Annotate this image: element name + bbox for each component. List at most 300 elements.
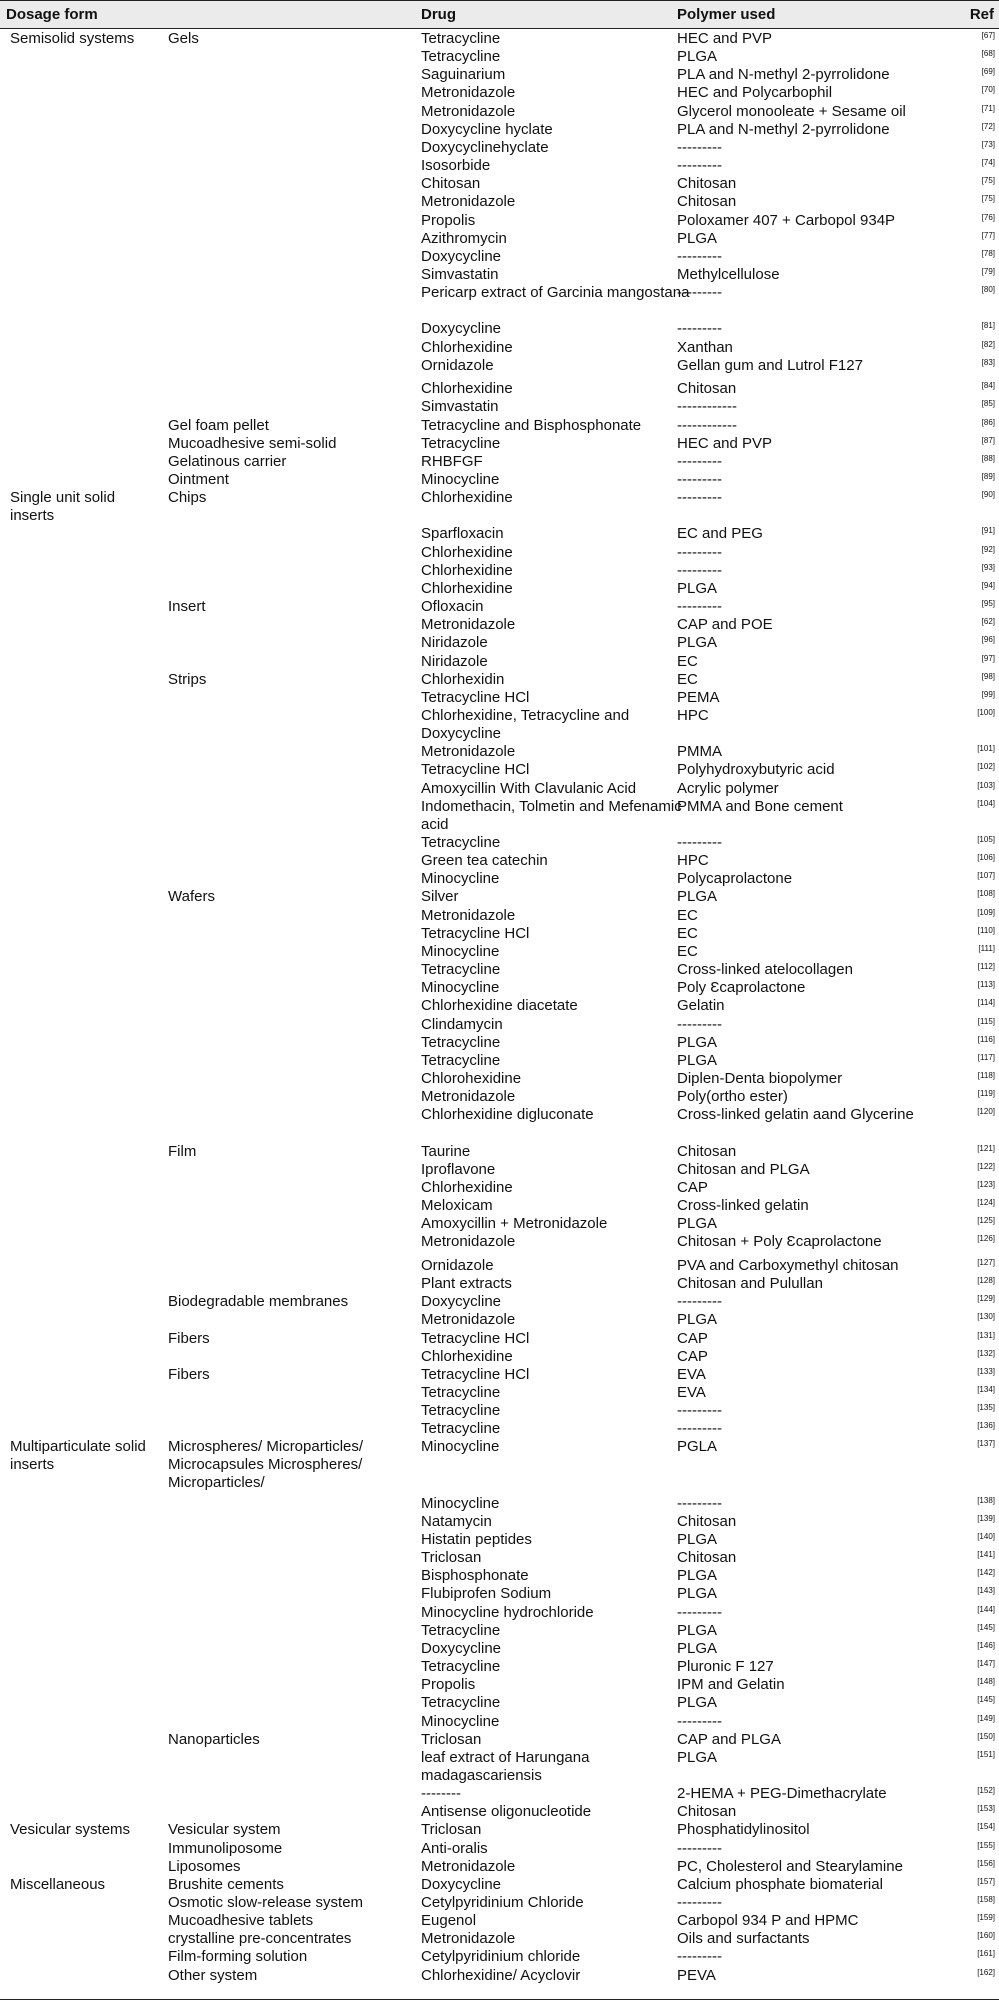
drug-cell: Tetracycline HCl: [421, 1365, 530, 1383]
drug-cell: Bisphosphonate: [421, 1567, 529, 1585]
drug-cell: Chlorhexidine: [421, 1347, 513, 1365]
dosage-subtype: Nanoparticles: [168, 1730, 260, 1748]
drug-cell: Minocycline: [421, 942, 500, 960]
ref-cell: [124]: [977, 1198, 995, 1208]
drug-cell: --------: [421, 1785, 461, 1803]
ref-cell: [80]: [981, 285, 995, 295]
polymer-cell: Chitosan: [677, 1803, 737, 1821]
ref-cell: [89]: [981, 472, 995, 482]
polymer-cell: PLA and N-methyl 2-pyrrolidone: [677, 66, 890, 84]
drug-cell: Antisense oligonucleotide: [421, 1803, 592, 1821]
polymer-cell: PEMA: [677, 688, 720, 706]
polymer-cell: 2-HEMA + PEG-Dimethacrylate: [677, 1785, 887, 1803]
ref-cell: [96]: [981, 635, 995, 645]
drug-cell: Simvastatin: [421, 265, 499, 283]
drug-cell: Tetracycline HCl: [421, 688, 530, 706]
ref-cell: [147]: [977, 1659, 995, 1669]
polymer-cell: Methylcellulose: [677, 265, 780, 283]
ref-cell: [107]: [977, 871, 995, 881]
ref-cell: [139]: [977, 1513, 995, 1523]
bottom-rule: [0, 1999, 999, 2000]
polymer-cell: HPC: [677, 852, 709, 870]
drug-cell: Tetracycline HCl: [421, 924, 530, 942]
ref-cell: [145]: [977, 1622, 995, 1632]
ref-cell: [143]: [977, 1586, 995, 1596]
ref-cell: [81]: [981, 321, 995, 331]
ref-cell: [88]: [981, 453, 995, 463]
drug-cell: Amoxycillin With Clavulanic Acid: [421, 779, 637, 797]
polymer-cell: ---------: [677, 247, 722, 265]
polymer-cell: EVA: [677, 1365, 706, 1383]
drug-cell: Plant extracts: [421, 1275, 512, 1293]
drug-cell: Chlorhexidin: [421, 670, 505, 688]
polymer-cell: PLGA: [677, 1567, 718, 1585]
drug-cell: Green tea catechin: [421, 852, 548, 870]
drug-cell: Cetylpyridinium Chloride: [421, 1894, 584, 1911]
ref-cell: [76]: [981, 212, 995, 222]
ref-cell: [102]: [977, 762, 995, 772]
ref-cell: [157]: [977, 1876, 995, 1886]
dosage-subtype: Other system: [168, 1966, 258, 1984]
polymer-cell: Poly Ɛcaprolactone: [677, 979, 806, 997]
ref-cell: [121]: [977, 1143, 995, 1153]
ref-cell: [93]: [981, 562, 995, 572]
drug-cell: Tetracycline HCl: [421, 761, 530, 779]
drug-cell: Doxycycline hyclate: [421, 120, 553, 138]
polymer-cell: PLGA: [677, 634, 718, 652]
drug-cell: Niridazole: [421, 652, 488, 670]
drug-cell: Sparfloxacin: [421, 525, 504, 543]
drug-cell: Metronidazole: [421, 1930, 516, 1948]
drug-cell: Tetracycline HCl: [421, 1329, 530, 1347]
drug-cell: Metronidazole: [421, 906, 516, 924]
drug-cell: leaf extract of Harungana madagascariensis: [421, 1748, 590, 1784]
drug-cell: Metronidazole: [421, 1857, 516, 1875]
header-dosage-form: Dosage form: [6, 6, 98, 23]
polymer-cell: ---------: [677, 543, 722, 561]
ref-cell: [128]: [977, 1276, 995, 1286]
dosage-subtype: Mucoadhesive tablets: [168, 1912, 314, 1930]
dosage-subtype: Vesicular system: [168, 1821, 281, 1839]
polymer-cell: ---------: [677, 452, 722, 470]
drug-cell: Chlorhexidine: [421, 1178, 513, 1196]
drug-cell: Niridazole: [421, 634, 488, 652]
polymer-cell: Pluronic F 127: [677, 1658, 774, 1676]
ref-cell: [83]: [981, 357, 995, 367]
drug-cell: Histatin peptides: [421, 1531, 532, 1548]
dosage-subtype: Gels: [168, 30, 199, 47]
ref-cell: [72]: [981, 121, 995, 131]
ref-cell: [131]: [977, 1330, 995, 1340]
ref-cell: [109]: [977, 907, 995, 917]
polymer-cell: Polyhydroxybutyric acid: [677, 761, 835, 779]
drug-cell: Tetracycline: [421, 1694, 501, 1712]
header-polymer-used: Polymer used: [677, 6, 776, 23]
drug-cell: Minocycline hydrochloride: [421, 1603, 594, 1621]
dosage-subtype: Film-forming solution: [168, 1948, 308, 1966]
drug-cell: Isosorbide: [421, 157, 491, 175]
ref-cell: [141]: [977, 1550, 995, 1560]
drug-cell: Tetracycline: [421, 1402, 501, 1420]
ref-cell: [127]: [977, 1257, 995, 1267]
drug-cell: Azithromycin: [421, 229, 507, 247]
ref-cell: [78]: [981, 248, 995, 258]
ref-cell: [90]: [981, 490, 995, 500]
ref-cell: [144]: [977, 1604, 995, 1614]
ref-cell: [117]: [977, 1052, 995, 1062]
drug-cell: Saguinarium: [421, 66, 506, 84]
ref-cell: [112]: [977, 962, 995, 972]
polymer-cell: ---------: [677, 1015, 722, 1033]
drug-cell: Tetracycline: [421, 1658, 501, 1676]
ref-cell: [98]: [981, 671, 995, 681]
dosage-subtype: Immunoliposome: [168, 1839, 283, 1857]
drug-cell: Chlorhexidine: [421, 579, 513, 597]
polymer-cell: Gelatin: [677, 997, 725, 1015]
drug-cell: Tetracycline: [421, 1033, 501, 1051]
drug-cell: Chlorhexidine: [421, 338, 513, 356]
polymer-cell: ---------: [677, 471, 722, 489]
drug-cell: Chitosan: [421, 175, 481, 193]
drug-cell: Ornidazole: [421, 356, 494, 374]
drug-cell: Tetracycline: [421, 1621, 501, 1639]
drug-cell: Flubiprofen Sodium: [421, 1585, 552, 1603]
drug-cell: Metronidazole: [421, 1233, 516, 1251]
ref-cell: [67]: [981, 31, 995, 40]
drug-cell: Triclosan: [421, 1821, 482, 1839]
polymer-cell: Carbopol 934 P and HPMC: [677, 1912, 859, 1930]
dosage-subtype: Biodegradable membranes: [168, 1293, 349, 1311]
drug-cell: Cetylpyridinium chloride: [421, 1948, 581, 1966]
drug-cell: Chlorhexidine: [421, 489, 513, 507]
polymer-cell: CAP and PLGA: [677, 1730, 781, 1748]
dosage-subtype: Chips: [168, 489, 207, 507]
polymer-cell: Chitosan: [677, 193, 737, 211]
drug-cell: Ofloxacin: [421, 598, 484, 616]
dosage-category: Multiparticulate solid inserts: [10, 1438, 146, 1474]
drug-cell: Triclosan: [421, 1730, 482, 1748]
ref-cell: [69]: [981, 67, 995, 77]
dosage-subtype: Fibers: [168, 1329, 210, 1347]
dosage-subtype: Brushite cements: [168, 1875, 284, 1893]
polymer-cell: EC: [677, 906, 698, 924]
dosage-subtype: Osmotic slow-release system: [168, 1894, 364, 1911]
drug-cell: Chlorhexidine: [421, 543, 513, 561]
ref-cell: [130]: [977, 1312, 995, 1322]
polymer-cell: Diplen-Denta biopolymer: [677, 1069, 843, 1087]
dosage-subtype: Gel foam pellet: [168, 416, 269, 434]
polymer-cell: ---------: [677, 1603, 722, 1621]
drug-cell: Triclosan: [421, 1549, 482, 1567]
ref-cell: [133]: [977, 1366, 995, 1376]
drug-cell: Natamycin: [421, 1512, 492, 1530]
polymer-cell: ---------: [677, 1494, 722, 1512]
ref-cell: [100]: [977, 707, 995, 717]
ref-cell: [142]: [977, 1568, 995, 1578]
polymer-cell: EC: [677, 652, 698, 670]
polymer-cell: ------------: [677, 416, 737, 434]
ref-cell: [158]: [977, 1895, 995, 1904]
polymer-cell: Chitosan and PLGA: [677, 1160, 810, 1178]
polymer-cell: PLGA: [677, 1585, 718, 1603]
ref-cell: [155]: [977, 1840, 995, 1850]
polymer-cell: HPC: [677, 706, 709, 724]
drug-cell: Metronidazole: [421, 84, 516, 102]
ref-cell: [118]: [977, 1070, 995, 1080]
drug-cell: Propolis: [421, 211, 476, 229]
ref-cell: [151]: [977, 1749, 995, 1759]
polymer-cell: Calcium phosphate biomaterial: [677, 1875, 883, 1893]
table-header-row: [0, 0, 999, 29]
polymer-cell: PC, Cholesterol and Stearylamine: [677, 1857, 903, 1875]
polymer-cell: ---------: [677, 284, 722, 302]
ref-cell: [104]: [977, 798, 995, 808]
polymer-cell: Cross-linked gelatin aand Glycerine: [677, 1106, 914, 1124]
polymer-cell: HEC and PVP: [677, 434, 773, 452]
drug-cell: Propolis: [421, 1676, 476, 1694]
drug-cell: Tetracycline: [421, 1051, 501, 1069]
polymer-cell: CAP: [677, 1347, 708, 1365]
dosage-subtype: Fibers: [168, 1365, 210, 1383]
ref-cell: [111]: [978, 943, 995, 953]
ref-cell: [150]: [977, 1731, 995, 1741]
drug-cell: Silver: [421, 888, 459, 906]
polymer-cell: PLGA: [677, 1621, 718, 1639]
drug-cell: Indomethacin, Tolmetin and Mefenamic acid: [421, 797, 682, 833]
polymer-cell: PLGA: [677, 888, 718, 906]
ref-cell: [119]: [977, 1089, 995, 1099]
polymer-cell: EC: [677, 670, 698, 688]
ref-cell: [99]: [981, 689, 995, 699]
polymer-cell: Chitosan: [677, 1512, 737, 1530]
ref-cell: [91]: [981, 526, 995, 536]
polymer-cell: EC: [677, 924, 698, 942]
polymer-cell: Glycerol monooleate + Sesame oil: [677, 102, 906, 120]
ref-cell: [70]: [981, 85, 995, 95]
polymer-cell: Xanthan: [677, 338, 733, 356]
drug-cell: Metronidazole: [421, 1311, 516, 1329]
ref-cell: [129]: [977, 1294, 995, 1304]
drug-cell: Metronidazole: [421, 102, 516, 120]
dosage-category: Semisolid systems: [10, 30, 135, 47]
drug-cell: Chlorhexidine: [421, 380, 513, 398]
polymer-cell: PLGA: [677, 579, 718, 597]
ref-cell: [126]: [977, 1234, 995, 1244]
drug-cell: Tetracycline: [421, 1383, 501, 1401]
dosage-subtype: Mucoadhesive semi-solid: [168, 434, 337, 452]
ref-cell: [113]: [977, 980, 995, 990]
polymer-cell: HEC and Polycarbophil: [677, 84, 833, 102]
polymer-cell: PVA and Carboxymethyl chitosan: [677, 1256, 899, 1274]
polymer-cell: Cross-linked atelocollagen: [677, 961, 853, 979]
ref-cell: [120]: [977, 1107, 995, 1117]
polymer-cell: PLGA: [677, 1639, 718, 1657]
ref-cell: [137]: [977, 1439, 995, 1449]
polymer-cell: ---------: [677, 1839, 722, 1857]
ref-cell: [123]: [977, 1179, 995, 1189]
drug-cell: Chlorhexidine/ Acyclovir: [421, 1966, 581, 1984]
ref-cell: [125]: [977, 1216, 995, 1226]
polymer-cell: HEC and PVP: [677, 30, 773, 47]
polymer-cell: PLGA: [677, 229, 718, 247]
polymer-cell: Chitosan + Poly Ɛcaprolactone: [677, 1233, 882, 1251]
polymer-cell: ------------: [677, 398, 737, 416]
ref-cell: [85]: [981, 399, 995, 409]
ref-cell: [156]: [977, 1858, 995, 1868]
drug-cell: Tetracycline: [421, 961, 501, 979]
polymer-cell: ---------: [677, 834, 722, 852]
ref-cell: [108]: [977, 889, 995, 899]
polymer-cell: ---------: [677, 1293, 722, 1311]
ref-cell: [73]: [981, 139, 995, 149]
drug-cell: Minocycline: [421, 1494, 500, 1512]
polymer-cell: PLA and N-methyl 2-pyrrolidone: [677, 120, 890, 138]
ref-cell: [101]: [977, 744, 995, 754]
header-ref: Ref: [969, 6, 994, 23]
ref-cell: [110]: [977, 925, 995, 935]
polymer-cell: ---------: [677, 138, 722, 156]
polymer-cell: PLGA: [677, 1215, 718, 1233]
polymer-cell: PLGA: [677, 1694, 718, 1712]
ref-cell: [71]: [981, 103, 995, 113]
ref-cell: [114]: [977, 998, 995, 1008]
polymer-cell: PLGA: [677, 1531, 718, 1548]
drug-cell: Taurine: [421, 1142, 471, 1160]
drug-cell: Doxycycline: [421, 247, 502, 265]
drug-cell: Metronidazole: [421, 616, 516, 634]
ref-cell: [136]: [977, 1421, 995, 1431]
ref-cell: [105]: [977, 835, 995, 845]
ref-cell: [68]: [981, 49, 995, 59]
drug-cell: Tetracycline: [421, 834, 501, 852]
drug-cell: Chlorhexidine: [421, 561, 513, 579]
drug-cell: Minocycline: [421, 1438, 500, 1456]
dosage-subtype: Film: [168, 1142, 197, 1160]
ref-cell: [115]: [977, 1016, 995, 1026]
polymer-cell: EC and PEG: [677, 525, 763, 543]
ref-cell: [103]: [977, 780, 995, 790]
ref-cell: [79]: [981, 266, 995, 276]
header-drug: Drug: [421, 6, 456, 23]
drug-cell: Minocycline: [421, 471, 500, 489]
dosage-subtype: Wafers: [168, 888, 215, 906]
polymer-cell: ---------: [677, 561, 722, 579]
polymer-cell: Polycaprolactone: [677, 870, 793, 888]
polymer-cell: PLGA: [677, 1748, 718, 1766]
polymer-cell: ---------: [677, 1420, 722, 1438]
polymer-cell: Chitosan and Pulullan: [677, 1275, 823, 1293]
polymer-cell: Poly(ortho ester): [677, 1088, 788, 1106]
polymer-cell: EC: [677, 942, 698, 960]
drug-cell: Chlorhexidine diacetate: [421, 997, 578, 1015]
polymer-cell: PGLA: [677, 1438, 718, 1456]
drug-cell: Minocycline: [421, 1712, 500, 1730]
polymer-cell: PEVA: [677, 1966, 716, 1984]
polymer-cell: IPM and Gelatin: [677, 1676, 785, 1694]
ref-cell: [77]: [981, 230, 995, 240]
ref-cell: [86]: [981, 417, 995, 427]
drug-cell: Minocycline: [421, 870, 500, 888]
ref-cell: [116]: [977, 1034, 995, 1044]
ref-cell: [75]: [981, 176, 995, 186]
ref-cell: [159]: [977, 1913, 995, 1923]
drug-cell: Amoxycillin + Metronidazole: [421, 1215, 608, 1233]
ref-cell: [140]: [977, 1532, 995, 1541]
polymer-cell: Chitosan: [677, 175, 737, 193]
ref-cell: [106]: [977, 853, 995, 863]
dosage-subtype: Ointment: [168, 471, 229, 489]
dosage-subtype: Strips: [168, 670, 207, 688]
dosage-category: Single unit solid inserts: [10, 489, 116, 525]
drug-cell: Metronidazole: [421, 743, 516, 761]
drug-cell: Eugenol: [421, 1912, 477, 1930]
ref-cell: [145]: [977, 1695, 995, 1705]
polymer-cell: ---------: [677, 1948, 722, 1966]
drug-cell: Doxycycline: [421, 1639, 502, 1657]
dosage-category: Vesicular systems: [10, 1821, 131, 1839]
ref-cell: [94]: [981, 580, 995, 590]
polymer-cell: PMMA: [677, 743, 722, 761]
polymer-cell: ---------: [677, 320, 722, 338]
drug-cell: Anti-oralis: [421, 1839, 488, 1857]
ref-cell: [95]: [981, 599, 995, 609]
polymer-cell: Acrylic polymer: [677, 779, 779, 797]
polymer-cell: Cross-linked gelatin: [677, 1197, 809, 1215]
ref-cell: [162]: [977, 1967, 995, 1977]
polymer-cell: Chitosan: [677, 380, 737, 398]
polymer-cell: ---------: [677, 1894, 722, 1911]
dosage-category: Miscellaneous: [10, 1875, 106, 1893]
ref-cell: [122]: [977, 1161, 995, 1171]
drug-cell: Minocycline: [421, 979, 500, 997]
drug-cell: Tetracycline: [421, 434, 501, 452]
ref-cell: [148]: [977, 1677, 995, 1687]
drug-cell: RHBFGF: [421, 452, 483, 470]
ref-cell: [84]: [981, 381, 995, 391]
ref-cell: [132]: [977, 1348, 995, 1358]
polymer-cell: PLGA: [677, 1051, 718, 1069]
ref-cell: [154]: [977, 1822, 995, 1832]
polymer-cell: PLGA: [677, 1033, 718, 1051]
drug-cell: Metronidazole: [421, 1088, 516, 1106]
polymer-cell: CAP: [677, 1178, 708, 1196]
drug-cell: Tetracycline: [421, 48, 501, 66]
ref-cell: [134]: [977, 1384, 995, 1394]
ref-cell: [75]: [981, 194, 995, 204]
drug-cell: Ornidazole: [421, 1256, 494, 1274]
ref-cell: [62]: [981, 617, 995, 627]
ref-cell: [138]: [977, 1495, 995, 1505]
drug-cell: Tetracycline: [421, 30, 501, 47]
drug-cell: Simvastatin: [421, 398, 499, 416]
drug-cell: Metronidazole: [421, 193, 516, 211]
ref-cell: [135]: [977, 1403, 995, 1413]
drug-cell: Chlorhexidine digluconate: [421, 1106, 594, 1124]
polymer-cell: EVA: [677, 1383, 706, 1401]
polymer-cell: ---------: [677, 1402, 722, 1420]
polymer-cell: Poloxamer 407 + Carbopol 934P: [677, 211, 896, 229]
polymer-cell: ---------: [677, 1712, 722, 1730]
polymer-cell: Gellan gum and Lutrol F127: [677, 356, 863, 374]
drug-cell: Doxycycline: [421, 320, 502, 338]
ref-cell: [153]: [977, 1804, 995, 1814]
polymer-cell: PMMA and Bone cement: [677, 797, 843, 815]
dosage-subtype: Gelatinous carrier: [168, 452, 287, 470]
polymer-cell: PLGA: [677, 1311, 718, 1329]
polymer-cell: PLGA: [677, 48, 718, 66]
drug-cell: Tetracycline and Bisphosphonate: [421, 416, 642, 434]
polymer-cell: Oils and surfactants: [677, 1930, 810, 1948]
